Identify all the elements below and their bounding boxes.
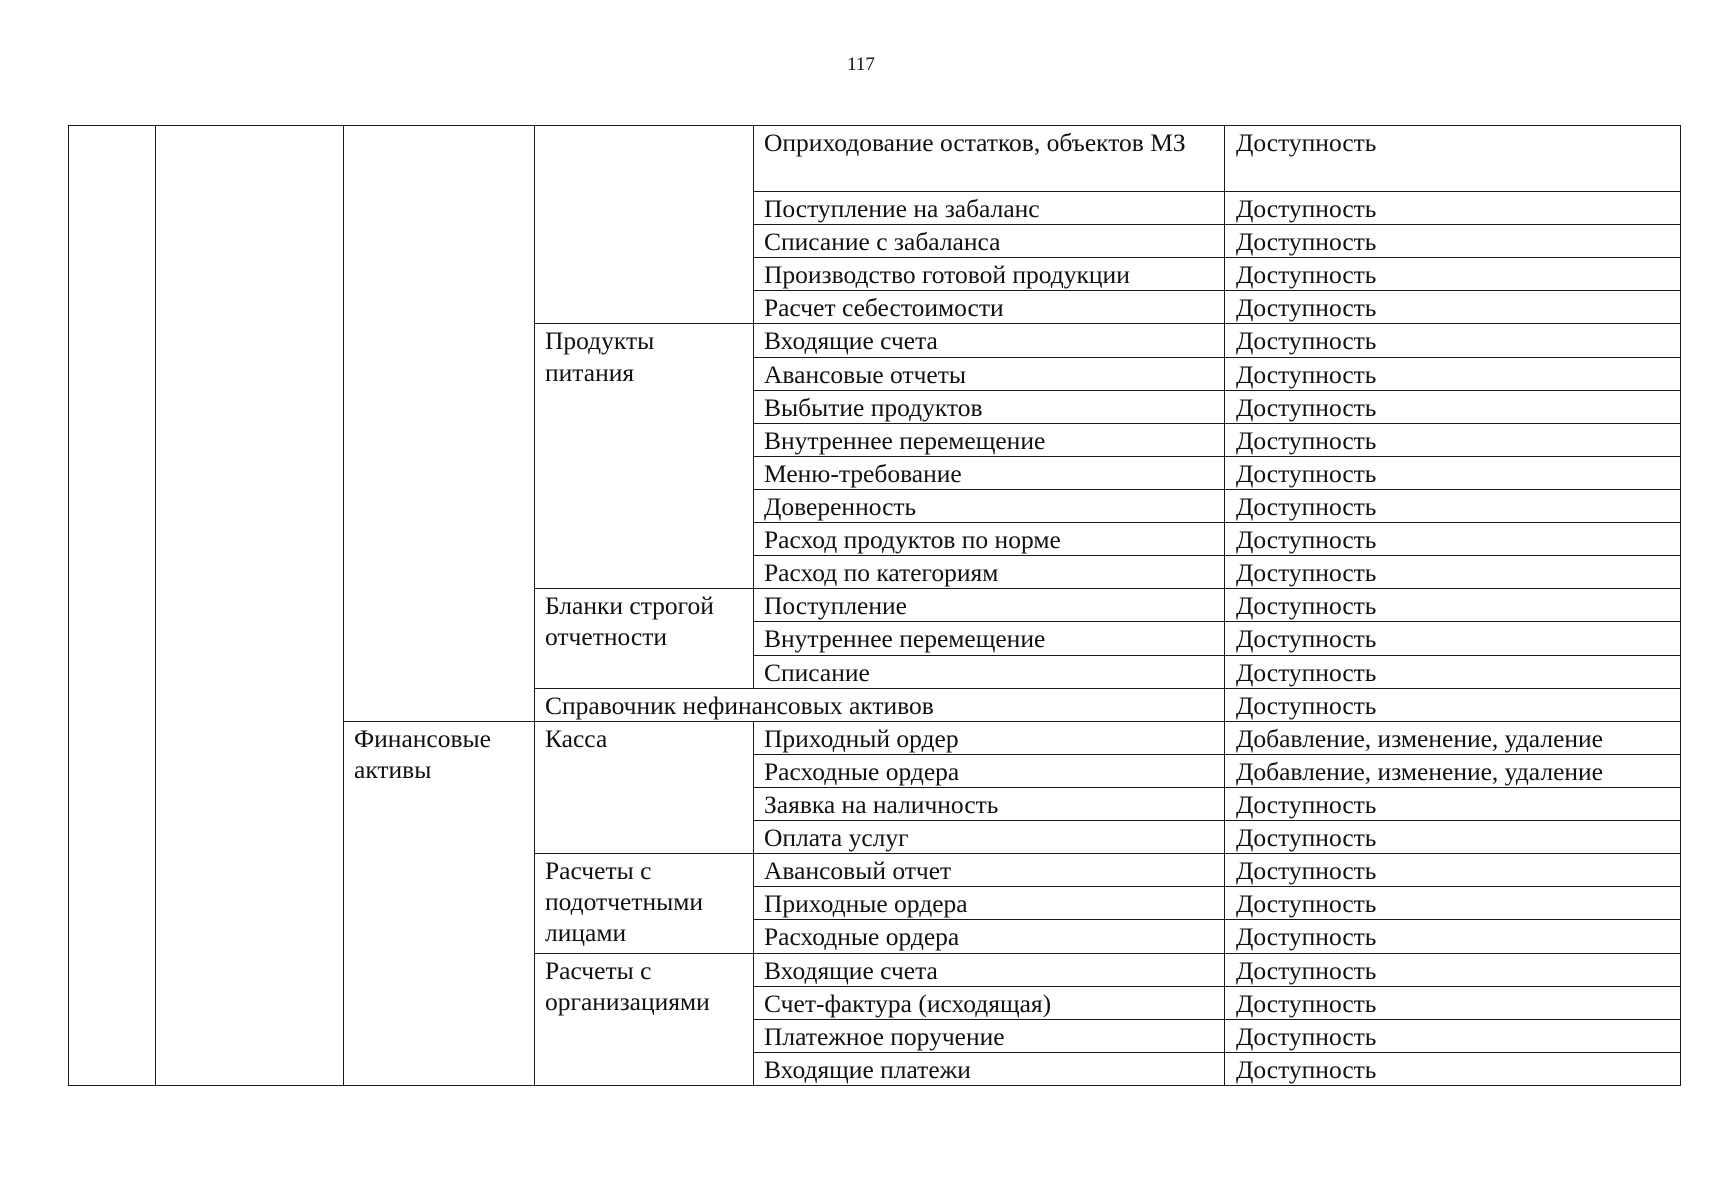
operation-cell: Внутреннее перемещение: [754, 423, 1225, 456]
operation-cell: Оплата услуг: [754, 821, 1225, 854]
rights-cell: Доступность: [1225, 1052, 1681, 1085]
operation-cell: Поступление на забаланс: [754, 192, 1225, 225]
rights-cell: Добавление, изменение, удаление: [1225, 754, 1681, 787]
operation-cell: Выбытие продуктов: [754, 390, 1225, 423]
operation-cell: Расходные ордера: [754, 920, 1225, 953]
operation-cell: Входящие счета: [754, 953, 1225, 986]
operation-cell: Авансовый отчет: [754, 854, 1225, 887]
rights-cell: Доступность: [1225, 489, 1681, 522]
rights-cell: Доступность: [1225, 225, 1681, 258]
rights-cell: Доступность: [1225, 986, 1681, 1019]
number-cell: [69, 126, 156, 1086]
rights-cell: Доступность: [1225, 390, 1681, 423]
rights-cell: Доступность: [1225, 126, 1681, 192]
operation-cell: Входящие счета: [754, 324, 1225, 357]
rights-cell: Доступность: [1225, 821, 1681, 854]
rights-cell: Доступность: [1225, 291, 1681, 324]
group-cell-organizations: Расчеты с организациями: [535, 953, 754, 1085]
operation-cell: Счет-фактура (исходящая): [754, 986, 1225, 1019]
operation-cell: Доверенность: [754, 489, 1225, 522]
group-cell-cash: Касса: [535, 721, 754, 853]
rights-cell: Доступность: [1225, 258, 1681, 291]
operation-cell: Приходный ордер: [754, 721, 1225, 754]
operation-cell: Авансовые отчеты: [754, 357, 1225, 390]
operation-cell: Внутреннее перемещение: [754, 622, 1225, 655]
operation-cell: Расчет себестоимости: [754, 291, 1225, 324]
operation-cell: Производство готовой продукции: [754, 258, 1225, 291]
operation-cell: Приходные ордера: [754, 887, 1225, 920]
operation-cell: Оприходование остатков, объектов МЗ: [754, 126, 1225, 192]
operation-cell: Платежное поручение: [754, 1019, 1225, 1052]
group-cell-nonfin-directory: Справочник нефинансовых активов: [535, 688, 1225, 721]
operation-cell: Расходные ордера: [754, 754, 1225, 787]
rights-cell: Доступность: [1225, 357, 1681, 390]
table-row: [69, 126, 1681, 192]
operation-cell: Списание с забаланса: [754, 225, 1225, 258]
section-cell: [344, 126, 535, 722]
rights-cell: Доступность: [1225, 423, 1681, 456]
rights-cell: Доступность: [1225, 622, 1681, 655]
rights-cell: Доступность: [1225, 324, 1681, 357]
rights-cell: Доступность: [1225, 192, 1681, 225]
operation-cell: Списание: [754, 655, 1225, 688]
rights-cell: Доступность: [1225, 920, 1681, 953]
operation-cell: Расход по категориям: [754, 556, 1225, 589]
group-cell: [535, 126, 754, 324]
operation-cell: Расход продуктов по норме: [754, 523, 1225, 556]
subsystem-cell: [156, 126, 344, 1086]
group-cell-blanks: Бланки строгой отчетности: [535, 589, 754, 688]
rights-cell: Доступность: [1225, 688, 1681, 721]
operation-cell: Заявка на наличность: [754, 787, 1225, 820]
rights-cell: Доступность: [1225, 556, 1681, 589]
rights-cell: Доступность: [1225, 456, 1681, 489]
page-number: 117: [847, 54, 875, 75]
operation-cell: Меню-требование: [754, 456, 1225, 489]
rights-cell: Доступность: [1225, 655, 1681, 688]
rights-cell: Доступность: [1225, 787, 1681, 820]
rights-cell: Добавление, изменение, удаление: [1225, 721, 1681, 754]
rights-cell: Доступность: [1225, 953, 1681, 986]
group-cell-food: Продукты питания: [535, 324, 754, 589]
rights-cell: Доступность: [1225, 589, 1681, 622]
access-rights-table: [68, 125, 1681, 1086]
operation-cell: Входящие платежи: [754, 1052, 1225, 1085]
section-cell-financial-assets: Финансовые активы: [344, 721, 535, 1085]
rights-cell: Доступность: [1225, 887, 1681, 920]
rights-cell: Доступность: [1225, 1019, 1681, 1052]
rights-cell: Доступность: [1225, 854, 1681, 887]
operation-cell: Поступление: [754, 589, 1225, 622]
rights-cell: Доступность: [1225, 523, 1681, 556]
group-cell-accountable: Расчеты с подотчетными лицами: [535, 854, 754, 953]
